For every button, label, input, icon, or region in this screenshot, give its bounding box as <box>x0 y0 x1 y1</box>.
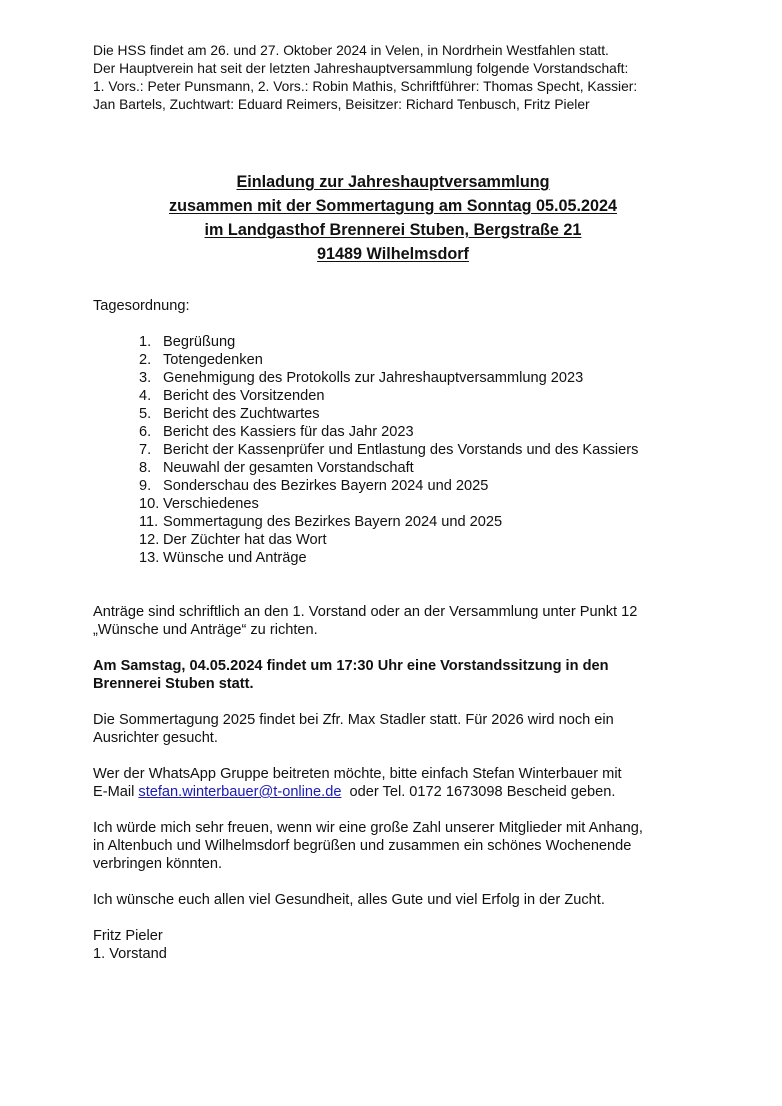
agenda-item-number: 4. <box>139 388 152 404</box>
agenda-label: Tagesordnung: <box>93 298 190 314</box>
agenda-item <box>93 549 693 567</box>
freuen-line: verbringen könnten. <box>93 856 222 872</box>
invitation-title <box>93 170 693 266</box>
agenda-item <box>93 423 693 441</box>
email-prefix: E-Mail <box>93 784 139 800</box>
wishes-paragraph: Ich wünsche euch allen viel Gesundheit, alles Gute und viel Erfolg in der Zucht. <box>93 892 605 908</box>
agenda-item-number: 6. <box>139 424 152 440</box>
agenda-item <box>93 495 693 513</box>
whatsapp-paragraph <box>93 765 693 801</box>
agenda-item-text: Sommertagung des Bezirkes Bayern 2024 und 2025 <box>163 514 503 530</box>
sommertagung-paragraph <box>93 711 693 747</box>
agenda-item-text: Sonderschau des Bezirkes Bayern 2024 und 2025 <box>163 478 489 494</box>
agenda-item <box>93 387 693 405</box>
agenda-item <box>93 333 693 351</box>
agenda-item-text: Verschiedenes <box>163 496 259 512</box>
agenda-item <box>93 531 693 549</box>
antraege-line: „Wünsche und Anträge“ zu richten. <box>93 622 318 638</box>
agenda-list <box>93 333 693 567</box>
agenda-item <box>93 477 693 495</box>
agenda-item <box>93 459 693 477</box>
intro-line: 1. Vors.: Peter Punsmann, 2. Vors.: Robin Mathis, Schriftführer: Thomas Specht, Kassier: <box>93 79 638 94</box>
intro-line: Der Hauptverein hat seit der letzten Jahreshauptversammlung folgende Vorstandschaft: <box>93 61 629 76</box>
agenda-item-number: 9. <box>139 478 152 494</box>
signature-name: Fritz Pieler <box>93 928 163 944</box>
agenda-item <box>93 405 693 423</box>
agenda-item-text: Genehmigung des Protokolls zur Jahreshauptversammlung 2023 <box>163 370 584 386</box>
agenda-item-text: Begrüßung <box>163 334 236 350</box>
email-link[interactable]: stefan.winterbauer@t-online.de <box>138 784 342 800</box>
agenda-item-text: Wünsche und Anträge <box>163 550 307 566</box>
document-page <box>93 42 693 963</box>
agenda-item-text: Bericht des Vorsitzenden <box>163 388 325 404</box>
agenda-item-number: 12. <box>139 532 160 548</box>
title-line-3: im Landgasthof Brennerei Stuben, Bergstraße 21 <box>204 221 582 239</box>
vorstandssitzung-paragraph <box>93 657 693 693</box>
freuen-line: Ich würde mich sehr freuen, wenn wir eine große Zahl unserer Mitglieder mit Anhang, <box>93 820 643 836</box>
sommertagung-line: Die Sommertagung 2025 findet bei Zfr. Max Stadler statt. Für 2026 wird noch ein <box>93 712 614 728</box>
agenda-item-text: Bericht des Zuchtwartes <box>163 406 320 422</box>
vorstandssitzung-line: Am Samstag, 04.05.2024 findet um 17:30 Uhr eine Vorstandssitzung in den <box>93 658 609 674</box>
antraege-paragraph <box>93 603 693 639</box>
agenda-item <box>93 369 693 387</box>
sommertagung-line: Ausrichter gesucht. <box>93 730 218 746</box>
agenda-item-text: Der Züchter hat das Wort <box>163 532 327 548</box>
email-suffix: oder Tel. 0172 1673098 Bescheid geben. <box>341 784 616 800</box>
agenda-item-text: Neuwahl der gesamten Vorstandschaft <box>163 460 414 476</box>
agenda-item-number: 10. <box>139 496 160 512</box>
intro-paragraph <box>93 42 693 114</box>
agenda-item-number: 13. <box>139 550 160 566</box>
agenda-item-number: 7. <box>139 442 152 458</box>
title-line-1: Einladung zur Jahreshauptversammlung <box>236 173 550 191</box>
agenda-item-text: Totengedenken <box>163 352 263 368</box>
agenda-item-text: Bericht der Kassenprüfer und Entlastung des Vorstands und des Kassiers <box>163 442 639 458</box>
intro-line: Jan Bartels, Zuchtwart: Eduard Reimers, Beisitzer: Richard Tenbusch, Fritz Pieler <box>93 97 590 112</box>
signature-block <box>93 927 693 963</box>
agenda-item-number: 11. <box>139 514 159 530</box>
intro-line: Die HSS findet am 26. und 27. Oktober 2024 in Velen, in Nordrhein Westfahlen statt. <box>93 43 609 58</box>
agenda-item-text: Bericht des Kassiers für das Jahr 2023 <box>163 424 414 440</box>
vorstandssitzung-line: Brennerei Stuben statt. <box>93 676 254 692</box>
agenda-item <box>93 351 693 369</box>
agenda-item-number: 3. <box>139 370 152 386</box>
antraege-line: Anträge sind schriftlich an den 1. Vorstand oder an der Versammlung unter Punkt 12 <box>93 604 638 620</box>
signature-role: 1. Vorstand <box>93 946 167 962</box>
agenda-item <box>93 513 693 531</box>
whatsapp-contact-line <box>93 783 693 801</box>
title-line-4: 91489 Wilhelmsdorf <box>317 245 469 263</box>
title-line-2: zusammen mit der Sommertagung am Sonntag 05.05.2024 <box>169 197 617 215</box>
agenda-item-number: 8. <box>139 460 152 476</box>
whatsapp-line: Wer der WhatsApp Gruppe beitreten möchte, bitte einfach Stefan Winterbauer mit <box>93 766 622 782</box>
agenda-item-number: 5. <box>139 406 152 422</box>
agenda-item-number: 2. <box>139 352 152 368</box>
agenda-item-number: 1. <box>139 334 152 350</box>
freuen-paragraph <box>93 819 693 873</box>
freuen-line: in Altenbuch und Wilhelmsdorf begrüßen und zusammen ein schönes Wochenende <box>93 838 632 854</box>
agenda-item <box>93 441 693 459</box>
